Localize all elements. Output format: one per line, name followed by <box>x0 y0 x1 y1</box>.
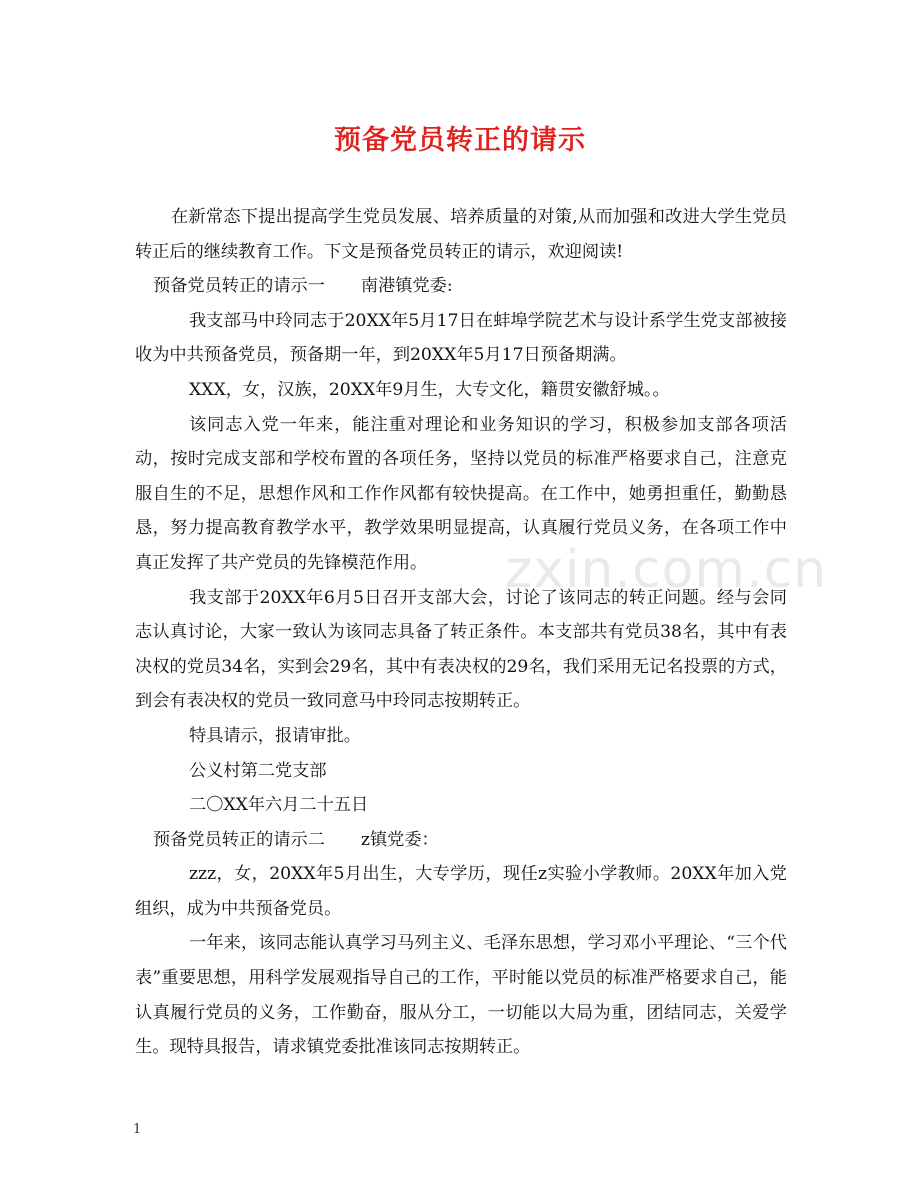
section-two-heading: 预备党员转正的请示二 <box>153 829 325 850</box>
body-paragraph: 该同志入党一年来，能注重对理论和业务知识的学习，积极参加支部各项活动，按时完成支部和学校布置的各项任务，坚持以党员的标准严格要求自己，注意克服自生的不足，思想作风和工作作风都有较快提高。在工作中，她勇担重任，勤勤恳恳，努力提高教育教学水平，教学效果明显提高，认真履行党员义务，在各项工作中真正发挥了共产党员的先锋模范作用。 <box>135 414 787 573</box>
page-number: 1 <box>133 1122 142 1137</box>
section-one-heading: 预备党员转正的请示一 <box>153 276 325 297</box>
intro-paragraph: 在新常态下提出提高学生党员发展、培养质量的对策,从而加强和改进大学生党员转正后的继续教育工作。下文是预备党员转正的请示，欢迎阅读! <box>135 207 787 262</box>
body-paragraph: 我支部马中玲同志于20XX年5月17日在蚌埠学院艺术与设计系学生党支部被接收为中共预备党员，预备期一年，到20XX年5月17日预备期满。 <box>135 310 787 366</box>
section-two-header <box>135 823 787 858</box>
body-paragraph: zzz，女，20XX年5月出生，大专学历，现任z实验小学教师。20XX年加入党组织，成为中共预备党员。 <box>135 864 787 919</box>
document-body <box>135 200 787 1065</box>
body-paragraph: 一年来，该同志能认真学习马列主义、毛泽东思想，学习邓小平理论、“三个代表”重要思想，用科学发展观指导自己的工作，平时能以党员的标准严格要求自己，能认真履行党员的义务，工作勤奋，服从分工，一切能以大局为重，团结同志，关爱学生。现特具报告，请求镇党委批准该同志按期转正。 <box>135 933 787 1058</box>
body-paragraph: XXX，女，汉族，20XX年9月生，大专文化，籍贯安徽舒城。。 <box>189 379 670 400</box>
section-one-header <box>135 269 787 304</box>
request-line: 特具请示，报请审批。 <box>189 725 361 746</box>
section-two-addressee: z镇党委： <box>360 829 439 850</box>
body-paragraph: 我支部于20XX年6月5日召开支部大会，讨论了该同志的转正问题。经与会同志认真讨论，大家一致认为该同志具备了转正条件。本支部共有党员38名，其中有表决权的党员34名，实到会29名，其中有表决权的29名，我们采用无记名投票的方式，到会有表决权的党员一致同意马中玲同志按期转正。 <box>135 587 787 712</box>
watermark: zxin.com.cn <box>505 540 828 600</box>
document-title: 预备党员转正的请示 <box>334 125 586 156</box>
signature-date: 二〇XX年六月二十五日 <box>189 795 369 816</box>
section-one-addressee: 南港镇党委: <box>360 276 453 297</box>
signature-org: 公义村第二党支部 <box>189 760 327 781</box>
